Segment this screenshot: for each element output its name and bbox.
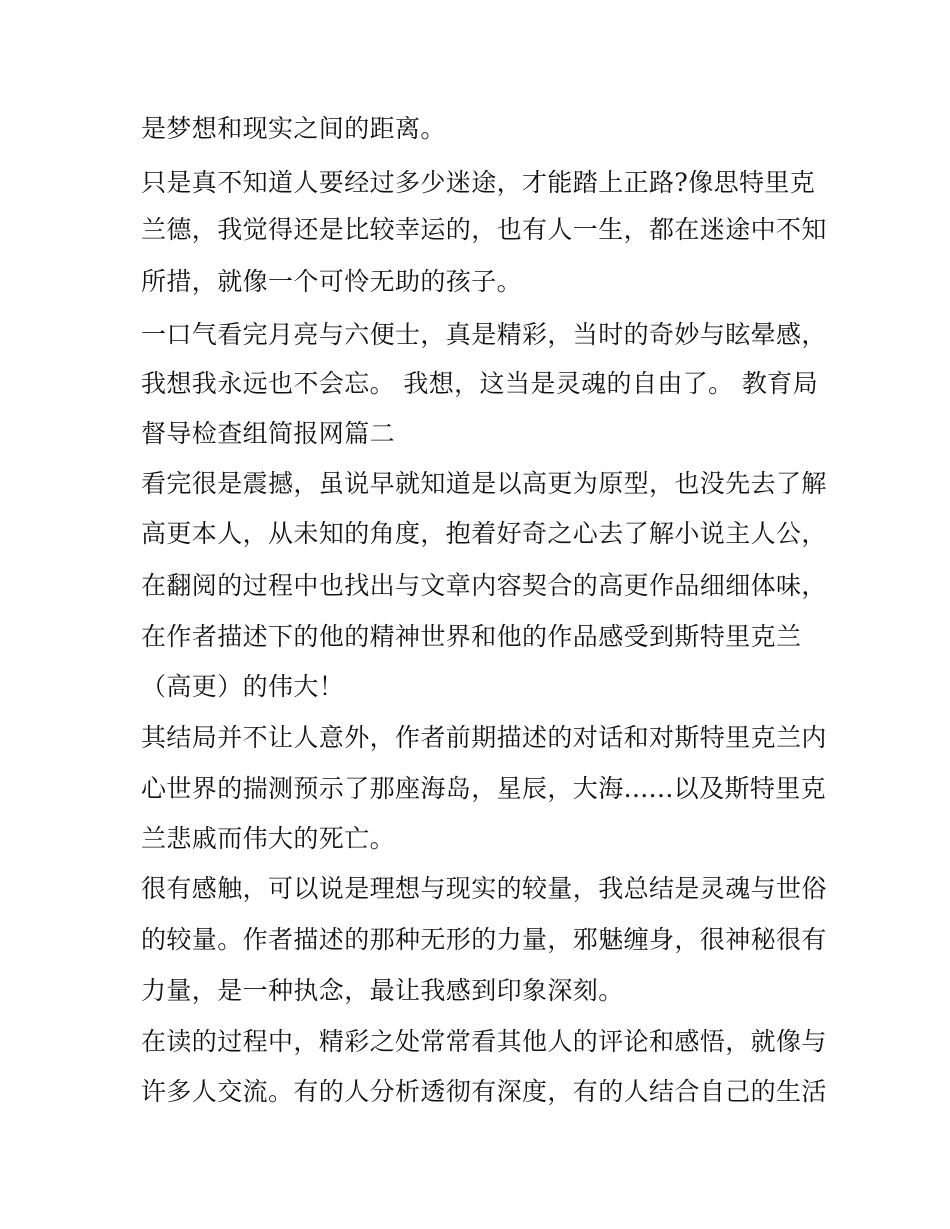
text-line: 在作者描述下的他的精神世界和他的作品感受到斯特里克兰 xyxy=(141,622,802,651)
text-line: 许多人交流。有的人分析透彻有深度，有的人结合自己的生活 xyxy=(141,1077,827,1106)
text-line: 高更本人，从未知的角度，抱着好奇之心去了解小说主人公， xyxy=(141,519,827,548)
text-line: 看完很是震撼，虽说早就知道是以高更为原型，也没先去了解 xyxy=(141,469,827,498)
text-line: 兰德，我觉得还是比较幸运的，也有人一生，都在迷途中不知 xyxy=(141,215,827,244)
text-line: （高更）的伟大！ xyxy=(141,672,345,701)
text-line: 兰悲戚而伟大的死亡。 xyxy=(141,824,396,853)
text-line: 一口气看完月亮与六便士，真是精彩，当时的奇妙与眩晕感， xyxy=(141,320,827,349)
text-line: 我想我永远也不会忘。 我想，这当是灵魂的自由了。 教育局 xyxy=(141,369,819,398)
text-line: 在翻阅的过程中也找出与文章内容契合的高更作品细细体味， xyxy=(141,571,827,600)
text-line: 督导检查组简报网篇二 xyxy=(141,419,396,448)
text-line: 力量，是一种执念，最让我感到印象深刻。 xyxy=(141,976,624,1005)
text-line: 只是真不知道人要经过多少迷途，才能踏上正路?像思特里克 xyxy=(141,168,816,197)
text-line: 是梦想和现实之间的距离。 xyxy=(141,114,446,143)
text-line: 很有感触，可以说是理想与现实的较量，我总结是灵魂与世俗 xyxy=(141,874,827,903)
text-line: 心世界的揣测预示了那座海岛，星辰，大海......以及斯特里克 xyxy=(141,774,827,803)
text-line: 所措，就像一个可怜无助的孩子。 xyxy=(141,267,523,296)
text-line: 的较量。作者描述的那种无形的力量，邪魅缠身，很神秘很有 xyxy=(141,925,827,954)
text-line: 其结局并不让人意外，作者前期描述的对话和对斯特里克兰内 xyxy=(141,723,827,752)
text-line: 在读的过程中，精彩之处常常看其他人的评论和感悟，就像与 xyxy=(141,1027,827,1056)
